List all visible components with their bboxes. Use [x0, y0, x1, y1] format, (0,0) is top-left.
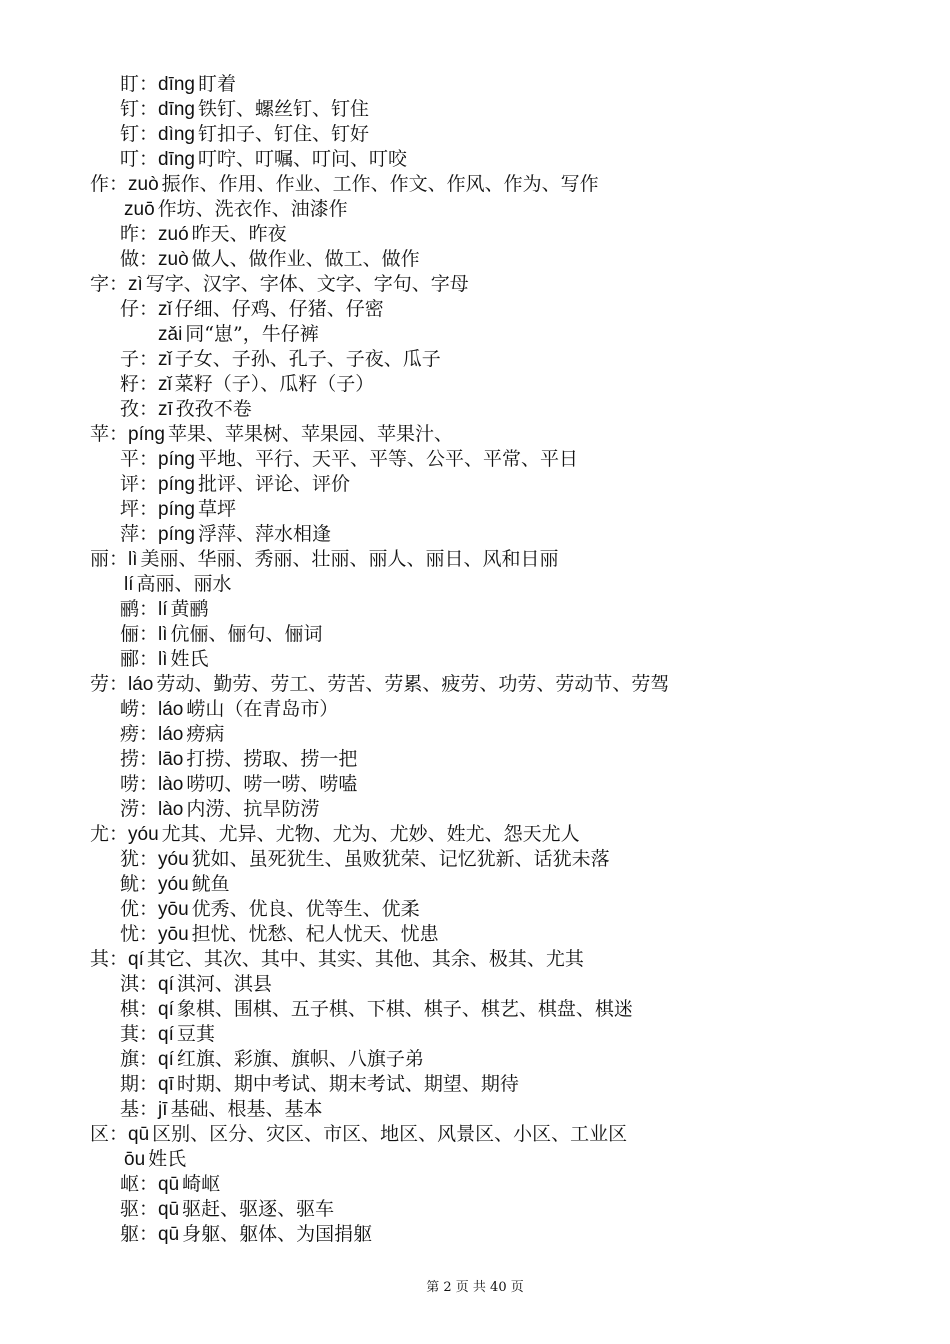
entry-character: 叮： [120, 148, 159, 170]
entry-character: 郦： [120, 648, 159, 670]
entry-line [0, 672, 950, 697]
entry-pinyin: qū [158, 1224, 180, 1245]
entry-character: 字： [90, 273, 129, 295]
entry-pinyin: yōu [158, 924, 189, 945]
entry-pinyin: qū [158, 1199, 180, 1220]
entry-line [0, 772, 950, 797]
entry-pinyin: qū [128, 1124, 150, 1145]
entry-character: 钉： [120, 98, 159, 120]
entry-words: 其它、其次、其中、其实、其他、其余、极其、尤其 [146, 948, 584, 970]
entry-pinyin: zǎi [158, 324, 183, 345]
entry-pinyin: píng [158, 449, 195, 470]
entry-words: 尤其、尤异、尤物、尤为、尤妙、姓尤、怨天尤人 [161, 823, 580, 845]
entry-pinyin: lí [158, 599, 168, 620]
entry-line [0, 822, 950, 847]
entry-line [0, 697, 950, 722]
entry-line [0, 347, 950, 372]
entry-pinyin: zì [128, 274, 143, 295]
entry-words: 基础、根基、基本 [170, 1098, 323, 1120]
entry-line [0, 897, 950, 922]
entry-words: 做人、做作业、做工、做作 [191, 248, 420, 270]
entry-line [0, 722, 950, 747]
entry-pinyin: zǐ [158, 349, 172, 370]
entry-character: 苹： [90, 423, 129, 445]
entry-pinyin: dìng [158, 124, 195, 145]
entry-line [0, 647, 950, 672]
entry-line [0, 372, 950, 397]
entry-pinyin: qū [158, 1174, 180, 1195]
entry-character: 俪： [120, 623, 159, 645]
entry-words: 盯着 [198, 73, 237, 95]
entry-character: 钉： [120, 123, 159, 145]
entry-pinyin: yóu [158, 849, 189, 870]
entry-line [0, 222, 950, 247]
entry-character: 萍： [120, 523, 159, 545]
entry-line [0, 97, 950, 122]
entry-words: 崎岖 [182, 1173, 221, 1195]
entry-character: 区： [90, 1123, 129, 1145]
entry-character: 驱： [120, 1198, 159, 1220]
entry-character: 评： [120, 473, 159, 495]
entry-line [0, 497, 950, 522]
entry-words: 黄鹂 [170, 598, 209, 620]
entry-character: 坪： [120, 498, 159, 520]
entry-pinyin: lào [158, 799, 184, 820]
entry-words: 区别、区分、灾区、市区、地区、风景区、小区、工业区 [152, 1123, 628, 1145]
entry-character: 平： [120, 448, 159, 470]
entry-character: 唠： [120, 773, 159, 795]
entry-pinyin: yóu [128, 824, 159, 845]
entry-words: 菜籽（子）、瓜籽（子） [174, 373, 375, 395]
entry-character: 棋： [120, 998, 159, 1020]
entry-character: 崂： [120, 698, 159, 720]
entry-words: 高丽、丽水 [136, 573, 232, 595]
entry-words: 崂山（在青岛市） [186, 698, 339, 720]
entry-pinyin: píng [128, 424, 165, 445]
entry-pinyin: dīng [158, 74, 195, 95]
entry-pinyin: yōu [158, 899, 189, 920]
entry-character: 萁： [120, 1023, 159, 1045]
entry-character: 岖： [120, 1173, 159, 1195]
entry-line [0, 847, 950, 872]
entry-character: 鱿： [120, 873, 159, 895]
entry-line [0, 422, 950, 447]
entry-character: 优： [120, 898, 159, 920]
entry-pinyin: láo [158, 724, 184, 745]
entry-pinyin: láo [158, 699, 184, 720]
entry-words: 美丽、华丽、秀丽、壮丽、丽人、丽日、风和日丽 [140, 548, 559, 570]
entry-words: 草坪 [198, 498, 237, 520]
entry-line [0, 947, 950, 972]
entry-line [0, 1072, 950, 1097]
entry-words: 写字、汉字、字体、文字、字句、字母 [145, 273, 469, 295]
entry-character: 旗： [120, 1048, 159, 1070]
entry-pinyin: zǐ [158, 299, 172, 320]
entry-character: 忧： [120, 923, 159, 945]
entry-pinyin: lì [158, 624, 168, 645]
entry-words: 犹如、虽死犹生、虽败犹荣、记忆犹新、话犹未落 [191, 848, 610, 870]
entry-words: 振作、作用、作业、工作、作文、作风、作为、写作 [161, 173, 599, 195]
entry-pinyin: zī [158, 399, 173, 420]
entry-words: 内涝、抗旱防涝 [186, 798, 320, 820]
entry-pinyin: lāo [158, 749, 184, 770]
entry-character: 捞： [120, 748, 159, 770]
entry-words: 叮咛、叮嘱、叮问、叮咬 [198, 148, 408, 170]
entry-line [0, 1197, 950, 1222]
entry-words: 优秀、优良、优等生、优柔 [191, 898, 420, 920]
entry-words: 鱿鱼 [191, 873, 230, 895]
entry-character: 作： [90, 173, 129, 195]
entry-character: 盯： [120, 73, 159, 95]
entry-line [0, 1047, 950, 1072]
entry-line [0, 272, 950, 297]
entry-line [0, 597, 950, 622]
entry-words: 唠叨、唠一唠、唠嗑 [186, 773, 358, 795]
entry-line [0, 972, 950, 997]
entry-line [0, 72, 950, 97]
entry-line [0, 522, 950, 547]
entry-pinyin: píng [158, 474, 195, 495]
entry-words: 同“崽”，牛仔裤 [185, 323, 319, 345]
entry-pinyin: píng [158, 524, 195, 545]
entry-pinyin: qí [128, 949, 144, 970]
entry-words: 苹果、苹果树、苹果园、苹果汁、 [168, 423, 454, 445]
entry-pinyin: píng [158, 499, 195, 520]
entry-line [0, 147, 950, 172]
entry-pinyin: dīng [158, 149, 195, 170]
entry-line [0, 797, 950, 822]
entry-words: 作坊、洗衣作、油漆作 [157, 198, 348, 220]
entry-pinyin: zuó [158, 224, 189, 245]
entry-line [0, 1172, 950, 1197]
entry-line [0, 472, 950, 497]
entry-line [0, 1222, 950, 1247]
entry-pinyin: jī [158, 1099, 168, 1120]
entry-line [0, 922, 950, 947]
entry-words: 昨天、昨夜 [191, 223, 287, 245]
entry-pinyin: zuò [128, 174, 159, 195]
entry-words: 淇河、淇县 [176, 973, 272, 995]
entry-list [0, 72, 950, 1247]
entry-pinyin: qī [158, 1074, 174, 1095]
entry-pinyin: qí [158, 999, 174, 1020]
entry-pinyin: láo [128, 674, 154, 695]
entry-words: 驱赶、驱逐、驱车 [182, 1198, 335, 1220]
entry-line [0, 172, 950, 197]
entry-words: 劳动、勤劳、劳工、劳苦、劳累、疲劳、功劳、劳动节、劳驾 [156, 673, 670, 695]
entry-character: 子： [120, 348, 159, 370]
entry-words: 担忧、忧愁、杞人忧天、忧患 [191, 923, 439, 945]
entry-line [0, 572, 950, 597]
entry-line [0, 747, 950, 772]
entry-pinyin: dīng [158, 99, 195, 120]
entry-words: 批评、评论、评价 [198, 473, 351, 495]
entry-line [0, 872, 950, 897]
entry-line [0, 197, 950, 222]
entry-words: 红旗、彩旗、旗帜、八旗子弟 [176, 1048, 424, 1070]
entry-line [0, 1097, 950, 1122]
entry-words: 铁钉、螺丝钉、钉住 [198, 98, 370, 120]
entry-line [0, 297, 950, 322]
entry-line [0, 447, 950, 472]
entry-character: 鹂： [120, 598, 159, 620]
entry-pinyin: lào [158, 774, 184, 795]
entry-line [0, 322, 950, 347]
entry-words: 时期、期中考试、期末考试、期望、期待 [176, 1073, 519, 1095]
entry-pinyin: qí [158, 1049, 174, 1070]
entry-character: 淇： [120, 973, 159, 995]
entry-pinyin: lí [124, 574, 134, 595]
entry-character: 劳： [90, 673, 129, 695]
entry-words: 浮萍、萍水相逢 [198, 523, 332, 545]
entry-pinyin: qí [158, 974, 174, 995]
entry-line [0, 622, 950, 647]
entry-character: 其： [90, 948, 129, 970]
entry-pinyin: yóu [158, 874, 189, 895]
entry-pinyin: lì [158, 649, 168, 670]
entry-words: 姓氏 [170, 648, 209, 670]
entry-words: 仔细、仔鸡、仔猪、仔密 [174, 298, 384, 320]
entry-character: 尤： [90, 823, 129, 845]
entry-character: 丽： [90, 548, 129, 570]
entry-words: 孜孜不卷 [175, 398, 252, 420]
entry-pinyin: lì [128, 549, 138, 570]
entry-character: 躯： [120, 1223, 159, 1245]
entry-line [0, 1147, 950, 1172]
entry-pinyin: qí [158, 1024, 174, 1045]
entry-line [0, 1122, 950, 1147]
entry-pinyin: ōu [124, 1149, 146, 1170]
entry-words: 象棋、围棋、五子棋、下棋、棋子、棋艺、棋盘、棋迷 [176, 998, 633, 1020]
entry-words: 平地、平行、天平、平等、公平、平常、平日 [198, 448, 579, 470]
entry-pinyin: zǐ [158, 374, 172, 395]
entry-pinyin: zuō [124, 199, 155, 220]
entry-words: 豆萁 [176, 1023, 215, 1045]
entry-pinyin: zuò [158, 249, 189, 270]
entry-character: 孜： [120, 398, 159, 420]
entry-character: 痨： [120, 723, 159, 745]
entry-line [0, 122, 950, 147]
entry-line [0, 397, 950, 422]
entry-words: 伉俪、俪句、俪词 [170, 623, 323, 645]
entry-words: 身躯、躯体、为国捐躯 [182, 1223, 373, 1245]
entry-character: 昨： [120, 223, 159, 245]
entry-line [0, 997, 950, 1022]
entry-words: 钉扣子、钉住、钉好 [198, 123, 370, 145]
entry-character: 籽： [120, 373, 159, 395]
entry-words: 痨病 [186, 723, 225, 745]
entry-words: 姓氏 [148, 1148, 187, 1170]
entry-line [0, 247, 950, 272]
entry-character: 仔： [120, 298, 159, 320]
entry-line [0, 547, 950, 572]
entry-words: 打捞、捞取、捞一把 [186, 748, 358, 770]
entry-character: 做： [120, 248, 159, 270]
entry-character: 涝： [120, 798, 159, 820]
entry-character: 基： [120, 1098, 159, 1120]
entry-character: 期： [120, 1073, 159, 1095]
entry-words: 子女、子孙、孔子、子夜、瓜子 [174, 348, 441, 370]
entry-line [0, 1022, 950, 1047]
page-footer: 第 2 页 共 40 页 [426, 1280, 524, 1295]
entry-character: 犹： [120, 848, 159, 870]
